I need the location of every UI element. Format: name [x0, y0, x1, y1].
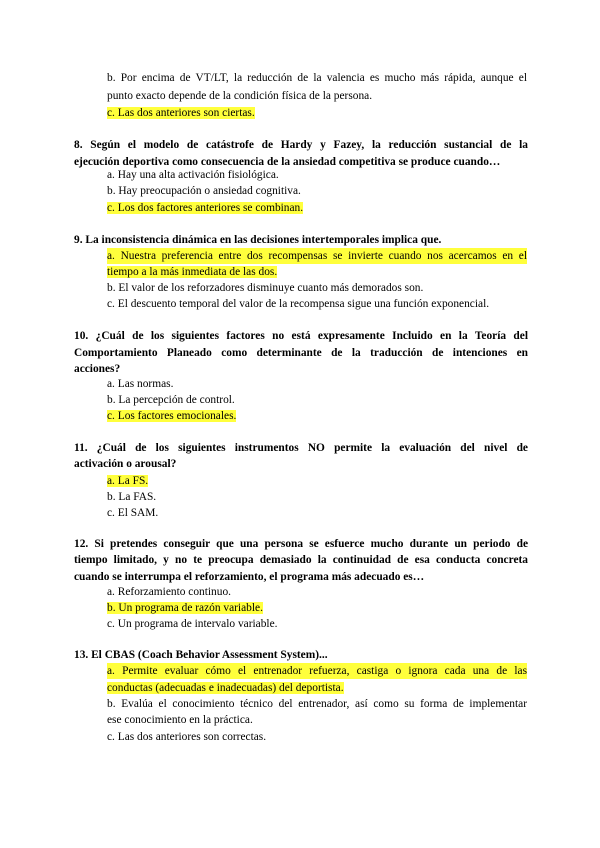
answer-highlight: conductas (adecuadas e inadecuadas) del deportista.	[107, 682, 344, 694]
question-13-option-a-line-2	[107, 680, 344, 696]
question-13-line-1: 13. El CBAS (Coach Behavior Assessment System)...	[74, 649, 328, 661]
question-10-line-2: Comportamiento Planeado como determinante de la traducción de intenciones en	[74, 347, 528, 359]
answer-highlight: a. La FS.	[107, 475, 149, 487]
question-13-option-b-line-1: b. Evalúa el conocimiento técnico del entrenador, así como su forma de implementar	[107, 698, 527, 710]
question-9-option-a-line-2	[107, 264, 277, 280]
question-9-option-b: b. El valor de los reforzadores disminuye cuanto más demorados son.	[107, 282, 424, 294]
option-b-line-1: b. Por encima de VT/LT, la reducción de la valencia es mucho más rápida, aunque el	[107, 72, 527, 84]
option-b-line-2: punto exacto depende de la condición física de la persona.	[107, 90, 373, 102]
question-11-option-b: b. La FAS.	[107, 491, 157, 503]
question-10-line-3: acciones?	[74, 363, 121, 375]
answer-highlight: tiempo a la más inmediata de las dos.	[107, 266, 278, 278]
answer-highlight: a. Nuestra preferencia entre dos recompensas se invierte cuando nos acercamos en el	[107, 250, 527, 262]
question-8-line-1: 8. Según el modelo de catástrofe de Hardy y Fazey, la reducción sustancial de la	[74, 139, 528, 151]
question-11-option-c: c. El SAM.	[107, 507, 159, 519]
question-12-line-2: tiempo limitado, y no te preocupa demasiado la continuidad de esa conducta concreta	[74, 554, 528, 566]
question-12-option-b	[107, 600, 263, 616]
question-8-line-2: ejecución deportiva como consecuencia de la ansiedad competitiva se produce cuando…	[74, 156, 501, 168]
question-8-option-a: a. Hay una alta activación fisiológica.	[107, 169, 279, 181]
question-13-option-b-line-2: ese conocimiento en la práctica.	[107, 714, 253, 726]
question-8-option-c	[107, 200, 303, 216]
question-11-line-1: 11. ¿Cuál de los siguientes instrumentos NO permite la evaluación del nivel de	[74, 442, 528, 454]
question-9-line-1: 9. La inconsistencia dinámica en las decisiones intertemporales implica que.	[74, 234, 442, 246]
question-13-option-a-line-1	[107, 663, 527, 679]
answer-highlight: b. Un programa de razón variable.	[107, 602, 263, 614]
answer-highlight: c. Las dos anteriores son ciertas.	[107, 107, 255, 119]
question-10-line-1: 10. ¿Cuál de los siguientes factores no está expresamente Incluido en la Teoría del	[74, 330, 528, 342]
question-11-option-a	[107, 473, 148, 489]
question-8-option-b: b. Hay preocupación o ansiedad cognitiva.	[107, 185, 301, 197]
question-10-option-c	[107, 408, 236, 424]
question-9-option-c: c. El descuento temporal del valor de la recompensa sigue una función exponencial.	[107, 298, 490, 310]
question-12-option-c: c. Un programa de intervalo variable.	[107, 618, 278, 630]
question-11-line-2: activación o arousal?	[74, 458, 177, 470]
answer-highlight: a. Permite evaluar cómo el entrenador refuerza, castiga o ignora cada una de las	[107, 665, 527, 677]
option-c-answer	[107, 105, 255, 121]
question-13-option-c: c. Las dos anteriores son correctas.	[107, 731, 267, 743]
question-12-line-1: 12. Si pretendes conseguir que una persona se esfuerce mucho durante un periodo de	[74, 538, 528, 550]
answer-highlight: c. Los dos factores anteriores se combinan.	[107, 202, 304, 214]
question-10-option-b: b. La percepción de control.	[107, 394, 235, 406]
question-12-option-a: a. Reforzamiento continuo.	[107, 586, 231, 598]
question-12-line-3: cuando se interrumpa el reforzamiento, el programa más adecuado es…	[74, 571, 425, 583]
question-9-option-a-line-1	[107, 248, 527, 264]
question-10-option-a: a. Las normas.	[107, 378, 174, 390]
answer-highlight: c. Los factores emocionales.	[107, 410, 237, 422]
